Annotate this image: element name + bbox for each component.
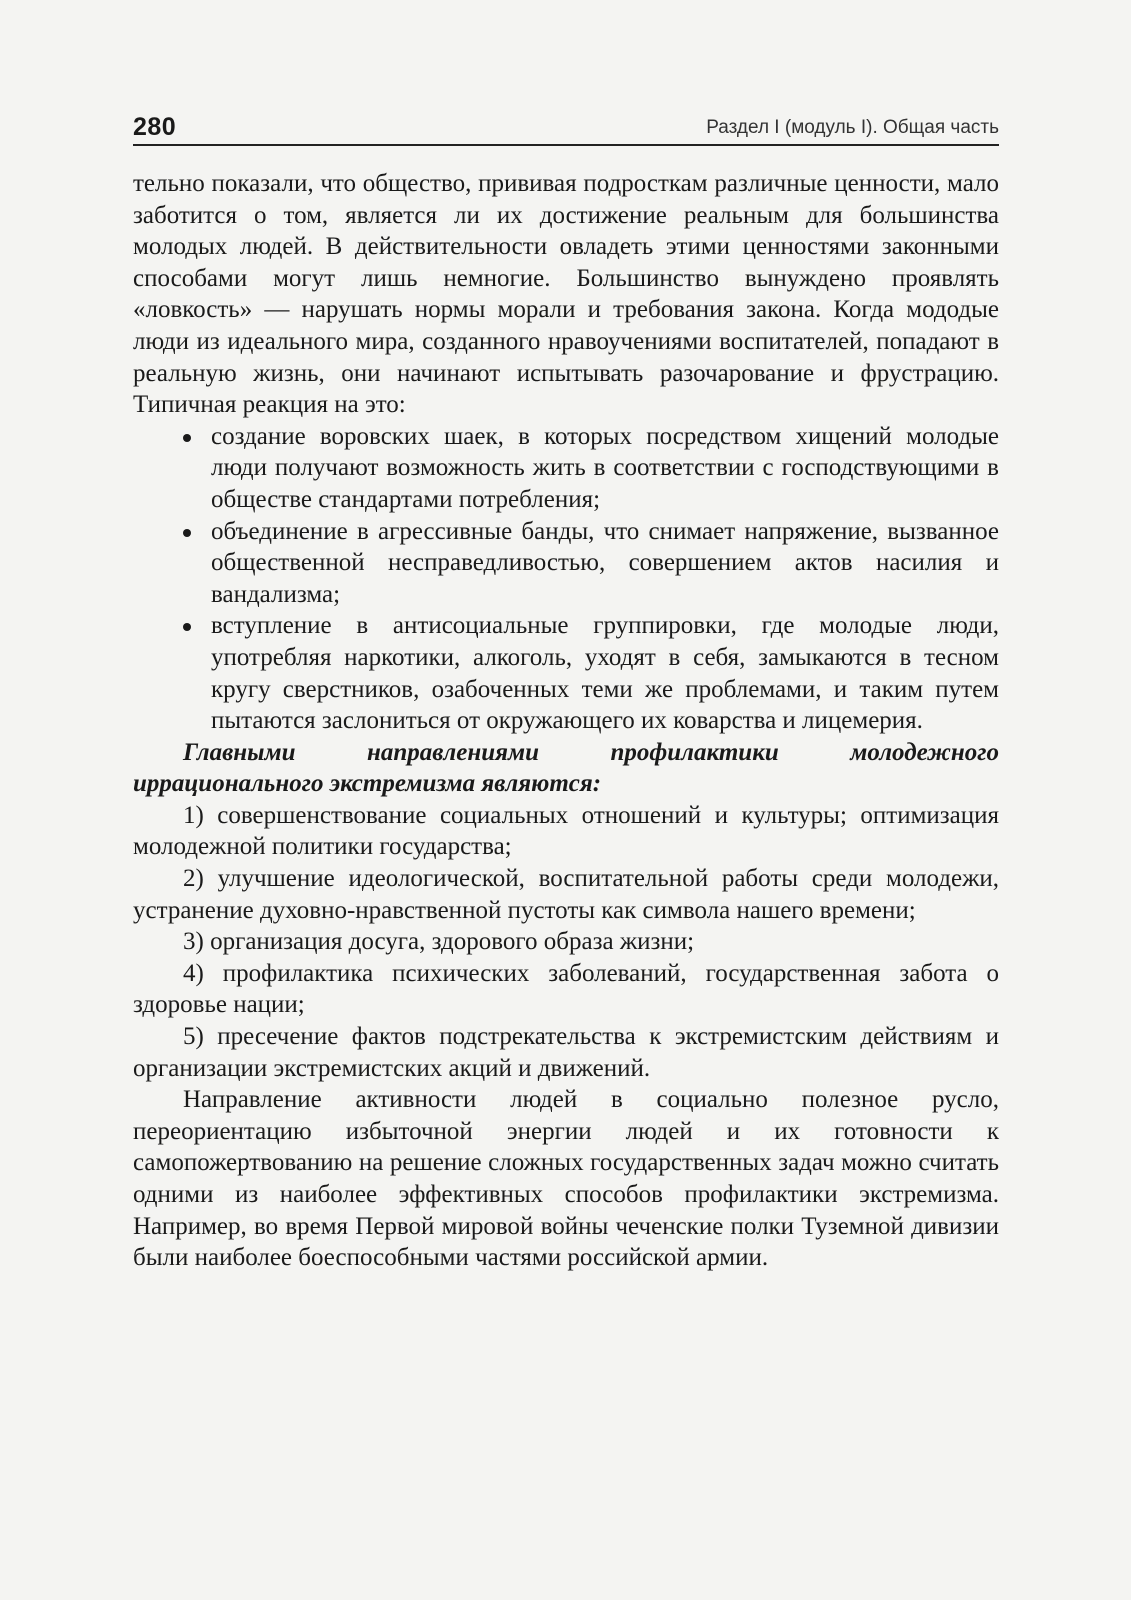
numbered-item: 3) организация досуга, здорового образа жизни; [183,928,695,956]
page-number: 280 [133,113,177,141]
bullet-item: создание воровских шаек, в которых посредством хищений молодые люди получают возможность жить в соответствии с господствующими в обществе стандартами потребления; [211,421,999,516]
bullet-list [133,421,999,737]
section-title: Раздел I (модуль I). Общая часть [706,117,999,138]
numbered-item: 2) улучшение идеологической, воспитательной работы среди молодежи, устранение духовно-нравственной пустоты как символа нашего времени; [133,865,999,924]
bullet-item: объединение в агрессивные банды, что снимает напряжение, вызванное общественной несправедливостью, совершением актов насилия и вандализма; [211,516,999,611]
italic-heading: Главными направлениями профилактики молодежного иррационального экстремизма являются: [133,738,999,798]
numbered-item: 4) профилактика психических заболеваний, государственная забота о здоровье нации; [133,959,999,1019]
bullet-item: вступление в антисоциальные группировки, где молодые люди, употребляя наркотики, алкоголь, уходят в себя, замыкаются в тесном кругу сверстников, озабоченных теми же проблемами, и таким путем пытаются заслониться от окружающего их коварства и лицемерия. [211,610,999,736]
numbered-item: 1) совершенствование социальных отношений и культуры; оптимизация молодежной политики государства; [133,801,999,861]
intro-paragraph: тельно показали, что общество, прививая подросткам различные ценности, мало заботится о том, является ли их достижение реальным для большинства молодых людей. В действительности овладеть этими ценностями законными способами могут лишь немногие. Большинство вынуждено проявлять «ловкость» — нарушать нормы морали и требования закона. Когда мододые люди из идеального мира, созданного нравоучениями воспитателей, попадают в реальную жизнь, они начинают испытывать разочарование и фрустрацию. Типичная реакция на это: [133,170,999,419]
numbered-item: 5) пресечение фактов подстрекательства к экстремистским действиям и организации экстремистских акций и движений. [133,1023,999,1082]
body-text [133,168,999,1274]
running-header [133,108,999,146]
closing-paragraph: Направление активности людей в социально полезное русло, переориентацию избыточной энергии людей и их готовности к самопожертвованию на решение сложных государственных задач можно считать одними из наиболее эффективных способов профилактики экстремизма. Например, во время Первой мировой войны чеченские полки Туземной дивизии были наиболее боеспособными частями российской армии. [133,1086,999,1272]
